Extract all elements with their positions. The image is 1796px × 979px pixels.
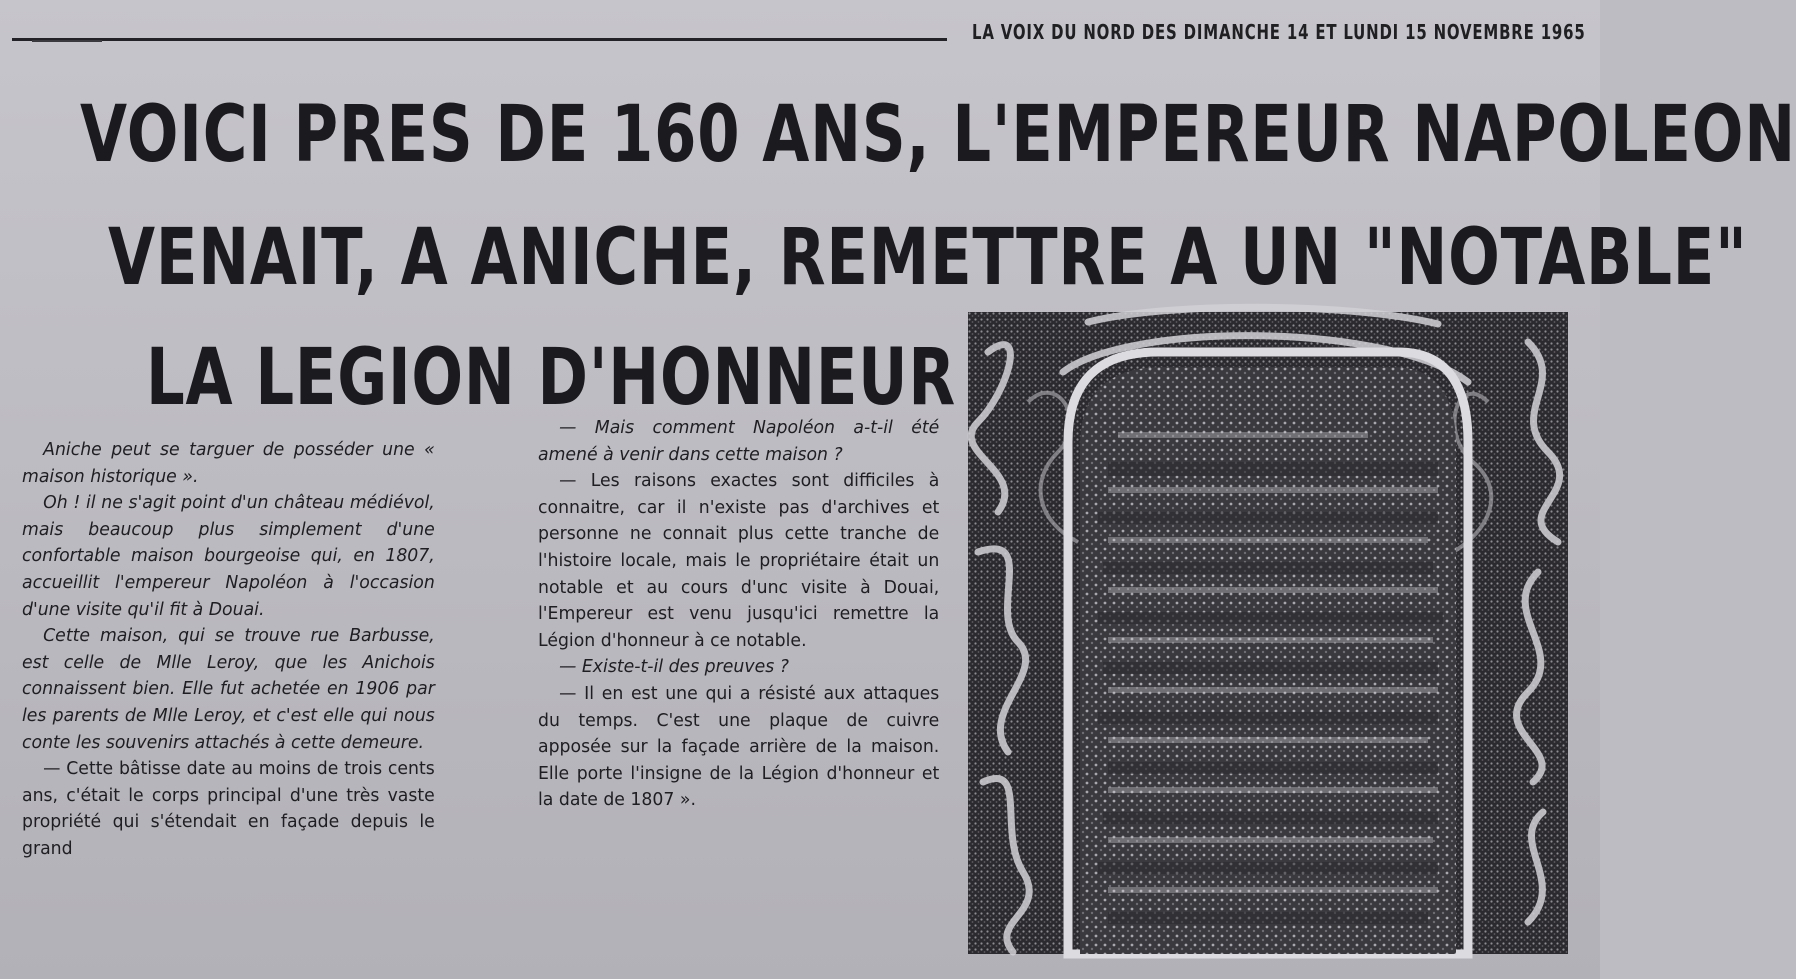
paragraph: Oh ! il ne s'agit point d'un château médiévol, mais beaucoup plus simplement d'une confortable maison bourgeoise qui, en 1807, accueillit l'empereur Napoléon à l'occasion d'une visite qu'il fit à Douai.: [22, 492, 435, 620]
plaque-image: [968, 312, 1568, 954]
paragraph: — Les raisons exactes sont difficiles à connaitre, car il n'existe pas d'archives et personne ne connait plus cette tranche de l'histoire locale, mais le propriétaire était un notable et au cours d'unc visite à Douai, l'Empereur est venu jusqu'ici remettre la Légion d'honneur à ce notable.: [538, 470, 940, 651]
headline-line-1: VOICI PRES DE 160 ANS, L'EMPEREUR NAPOLEON: [80, 90, 1796, 180]
article-column-1: [22, 437, 435, 863]
paragraph: — Cette bâtisse date au moins de trois cents ans, c'était le corps principal d'une très vaste propriété qui s'étendait en façade depuis le grand: [22, 758, 435, 859]
paragraph: — Existe-t-il des preuves ?: [559, 656, 789, 678]
header-rule: [12, 38, 947, 41]
article-column-2: [538, 415, 939, 814]
paragraph: Cette maison, qui se trouve rue Barbusse, est celle de Mlle Leroy, que les Anichois connaissent bien. Elle fut achetée en 1906 par les parents de Mlle Leroy, et c'est elle qui nous conte les souvenirs attachés à cette demeure.: [22, 625, 435, 753]
paragraph: — Mais comment Napoléon a-t-il été amené à venir dans cette maison ?: [538, 417, 940, 465]
plaque-photo: [968, 312, 1568, 954]
cropped-header-fragment: [32, 22, 102, 42]
headline-line-3: LA LEGION D'HONNEUR: [146, 333, 956, 423]
running-head: LA VOIX DU NORD DES DIMANCHE 14 ET LUNDI 15 NOVEMBRE 1965: [972, 20, 1586, 44]
paragraph: Aniche peut se targuer de posséder une « maison historique ».: [22, 439, 435, 487]
paragraph: — Il en est une qui a résisté aux attaques du temps. C'est une plaque de cuivre apposée sur la façade arrière de la maison. Elle porte l'insigne de la Légion d'honneur et la date de 1807 ».: [538, 682, 940, 811]
headline-line-2: VENAIT, A ANICHE, REMETTRE A UN "NOTABLE": [108, 213, 1748, 303]
